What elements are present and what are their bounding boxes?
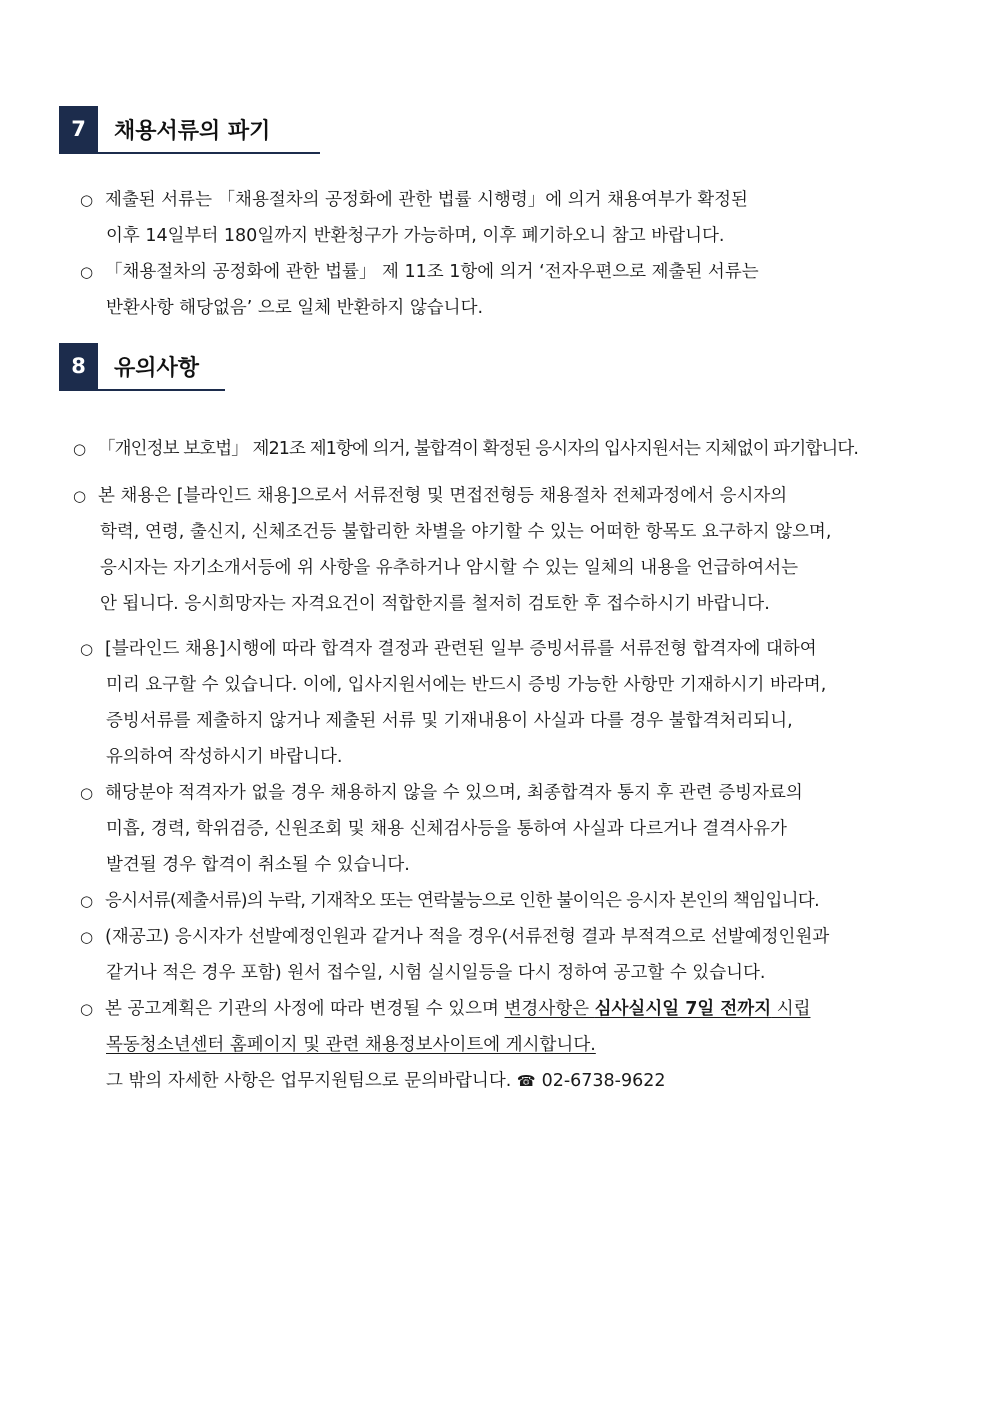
bullet-icon: ○ — [73, 440, 86, 458]
list-item-continuation: 학력, 연령, 출신지, 신체조건등 불합리한 차별을 야기할 수 있는 어떠한 항목도 요구하지 않으며, — [100, 522, 832, 542]
list-item-continuation: 유의하여 작성하시기 바랍니다. — [106, 747, 343, 767]
section-8-title: 유의사항 — [114, 355, 200, 381]
contact-line — [106, 1069, 666, 1093]
bullet-icon: ○ — [80, 892, 93, 910]
notice-tail: 시립 — [771, 999, 811, 1019]
list-item-continuation: 반환사항 해당없음’ 으로 일체 반환하지 않습니다. — [106, 298, 484, 318]
section-8-number: 8 — [59, 343, 98, 389]
bullet-icon: ○ — [80, 784, 94, 802]
list-item: ○ 「개인정보 보호법」 제21조 제1항에 의거, 불합격이 확정된 응시자의 입사지원서는 지체없이 파기합니다. — [73, 439, 859, 459]
list-item-continuation: 미흡, 경력, 학위검증, 신원조회 및 채용 신체검사등을 통하여 사실과 다르거나 결격사유가 — [106, 819, 787, 839]
bullet-icon: ○ — [80, 191, 94, 209]
section-7-title: 채용서류의 파기 — [114, 118, 271, 144]
bullet-icon: ○ — [80, 928, 94, 946]
section-7-heading — [59, 106, 320, 154]
list-item: ○ 제출된 서류는 「채용절차의 공정화에 관한 법률 시행령」에 의거 채용여부가 확정된 — [80, 190, 748, 210]
notice-text: 본 공고계획은 기관의 사정에 따라 변경될 수 있으며 — [105, 999, 505, 1019]
list-item: ○ 본 채용은 [블라인드 채용]으로서 서류전형 및 면접전형등 채용절차 전체과정에서 응시자의 — [73, 486, 788, 506]
list-item: ○ 해당분야 적격자가 없을 경우 채용하지 않을 수 있으며, 최종합격자 통지 후 관련 증빙자료의 — [80, 783, 803, 803]
notice-underline-text: 변경사항은 — [504, 999, 595, 1019]
list-item: ○ 응시서류(제출서류)의 누락, 기재착오 또는 연락불능으로 인한 불이익은 응시자 본인의 책임입니다. — [80, 891, 819, 911]
contact-text: 그 밖의 자세한 사항은 업무지원팀으로 문의바랍니다. — [106, 1071, 512, 1091]
notice-deadline: 심사실시일 7일 전까지 — [594, 999, 772, 1019]
list-item-continuation: 증빙서류를 제출하지 않거나 제출된 서류 및 기재내용이 사실과 다를 경우 불합격처리되니, — [106, 711, 793, 731]
list-item-continuation: 미리 요구할 수 있습니다. 이에, 입사지원서에는 반드시 증빙 가능한 사항만 기재하시기 바라며, — [106, 675, 827, 695]
list-item-continuation: 이후 14일부터 180일까지 반환청구가 가능하며, 이후 폐기하오니 참고 바랍니다. — [106, 226, 725, 246]
notice-underline-line: 목동청소년센터 홈페이지 및 관련 채용정보사이트에 게시합니다. — [106, 1035, 596, 1055]
list-item-continuation: 같거나 적은 경우 포함) 원서 접수일, 시험 실시일등을 다시 정하여 공고할 수 있습니다. — [106, 963, 766, 983]
bullet-icon: ○ — [80, 640, 94, 658]
list-item-continuation: 안 됩니다. 응시희망자는 자격요건이 적합한지를 철저히 검토한 후 접수하시기 바랍니다. — [100, 594, 770, 614]
phone-number: 02-6738-9622 — [541, 1071, 666, 1091]
list-item-continuation: 발견될 경우 합격이 취소될 수 있습니다. — [106, 855, 410, 875]
list-item-continuation: 응시자는 자기소개서등에 위 사항을 유추하거나 암시할 수 있는 일체의 내용을 언급하여서는 — [100, 558, 799, 578]
bullet-icon: ○ — [80, 1000, 94, 1018]
bullet-icon: ○ — [73, 487, 87, 505]
phone-icon: ☎ — [516, 1072, 536, 1090]
list-item: ○ 「채용절차의 공정화에 관한 법률」 제 11조 1항에 의거 ‘전자우편으로 제출된 서류는 — [80, 262, 759, 282]
section-7-number: 7 — [59, 106, 98, 152]
list-item-notice — [80, 997, 811, 1021]
list-item: ○ (재공고) 응시자가 선발예정인원과 같거나 적을 경우(서류전형 결과 부적격으로 선발예정인원과 — [80, 927, 830, 947]
list-item: ○ [블라인드 채용]시행에 따라 합격자 결정과 관련된 일부 증빙서류를 서류전형 합격자에 대하여 — [80, 639, 817, 659]
bullet-icon: ○ — [80, 263, 94, 281]
section-8-heading — [59, 343, 225, 391]
